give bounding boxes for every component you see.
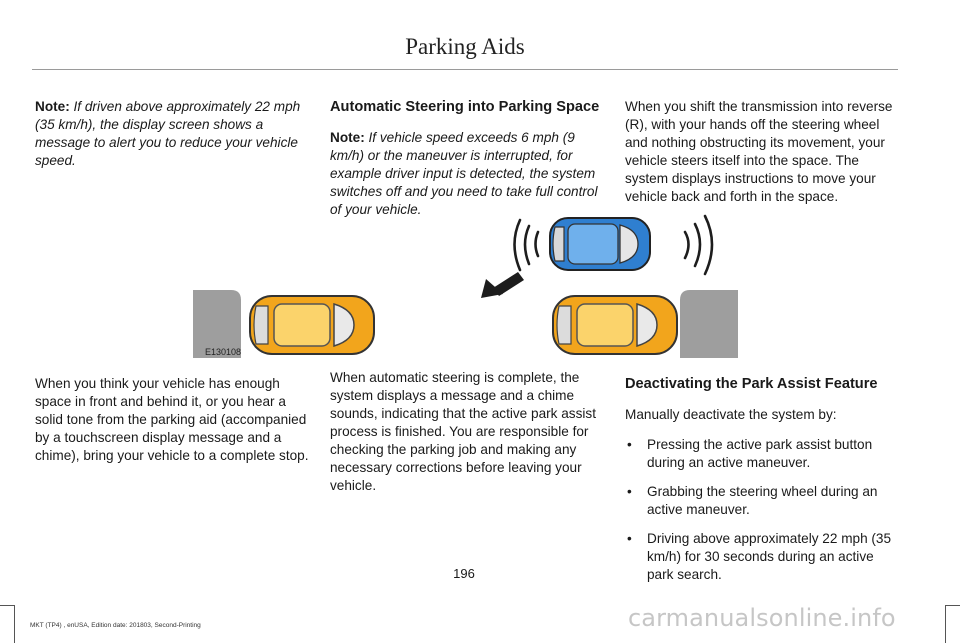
list-item <box>625 483 900 519</box>
list-item <box>625 436 900 472</box>
crop-mark-left-horizontal <box>0 605 14 606</box>
col3-intro: Manually deactivate the system by: <box>625 407 837 422</box>
watermark: carmanualsonline.info <box>628 604 896 632</box>
col1-body: When you think your vehicle has enough space in front and behind it, or you hear a solid tone from the parking aid (accompanied by a touchscreen display message and a chime), bring your vehicle to a complete stop. <box>35 376 309 463</box>
park-assist-illustration <box>193 210 738 360</box>
list-item-text: Pressing the active park assist button during an active maneuver. <box>647 437 873 470</box>
col2-note-text: If vehicle speed exceeds 6 mph (9 km/h) or the maneuver is interrupted, for example driver input is detected, the system switches off and you need to take full control of your vehicle. <box>330 130 598 217</box>
deactivation-list <box>625 436 900 584</box>
active-car <box>550 218 650 270</box>
col1-note-text: If driven above approximately 22 mph (35 km/h), the display screen shows a message to alert you to reduce your vehicle speed. <box>35 99 301 168</box>
figure-id: E130108 <box>205 347 242 357</box>
sensor-waves-right <box>685 216 712 274</box>
right-curb <box>680 290 738 358</box>
col2-heading: Automatic Steering into Parking Space <box>330 99 600 115</box>
page-header-title: Parking Aids <box>405 34 525 59</box>
col2-note-label: Note: <box>330 130 365 145</box>
list-item-text: Grabbing the steering wheel during an active maneuver. <box>647 484 878 517</box>
col2-body: When automatic steering is complete, the system displays a message and a chime sounds, indicating that the active park assist process is finished. You are responsible for checking the parking job and making any necessary corrections before leaving your vehicle. <box>330 370 596 493</box>
right-parked-car <box>553 296 677 354</box>
crop-mark-left <box>14 605 15 643</box>
edition-footer: MKT (TP4) , enUSA, Edition date: 201803, Second-Printing <box>30 622 201 629</box>
crop-mark-right <box>945 605 946 643</box>
col1-note <box>35 98 307 170</box>
list-item-text: Driving above approximately 22 mph (35 km/h) for 30 seconds during an active park search. <box>647 531 892 582</box>
page-number: 196 <box>453 566 475 581</box>
header-rule <box>32 69 898 70</box>
col3-deactivate-section <box>625 375 900 595</box>
col2-top <box>330 98 605 219</box>
reverse-direction-arrow <box>481 272 524 298</box>
col1-note-label: Note: <box>35 99 70 114</box>
col3-heading: Deactivating the Park Assist Feature <box>625 376 878 392</box>
sensor-waves-left <box>515 220 539 270</box>
left-parked-car <box>250 296 374 354</box>
col3-top-body: When you shift the transmission into reverse (R), with your hands off the steering wheel and nothing obstructing its movement, your vehicle steers itself into the space. The system displays instructions to move your vehicle back and forth in the space. <box>625 99 893 204</box>
bullet-marker: • <box>627 437 632 452</box>
crop-mark-right-horizontal <box>946 605 960 606</box>
bullet-marker: • <box>627 484 632 499</box>
col2-note <box>330 129 605 219</box>
bullet-marker: • <box>627 531 632 546</box>
